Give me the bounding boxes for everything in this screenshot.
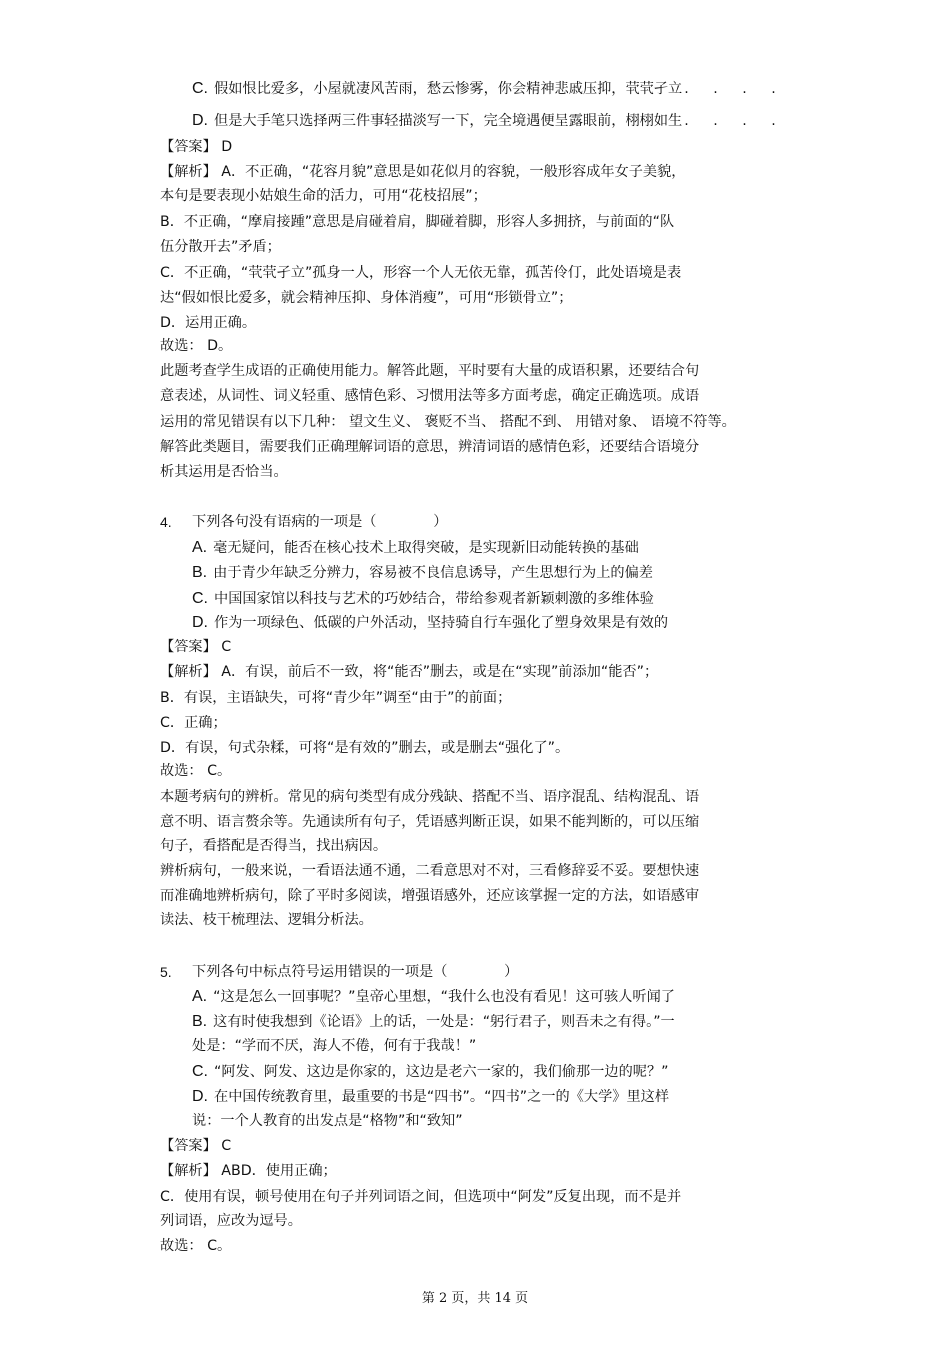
q5-option-b-cont xyxy=(192,1036,476,1056)
q4-analysis-line: 本题考病句的辨析。常见的病句类型有成分残缺、搭配不当、语序混乱、结构混乱、语 xyxy=(160,789,700,805)
q4-option-c xyxy=(192,589,654,609)
q3-answer: 【答案】 D xyxy=(160,139,233,155)
q3-option-c xyxy=(192,79,786,99)
q4-analysis-line: 而准确地辨析病句，除了平时多阅读，增强语感外，还应该掌握一定的方法，如语感审 xyxy=(160,888,700,904)
option-text: 假如恨比爱多，小屋就凄风苦雨，愁云惨雾，你会精神悲戚压抑，茕茕孑立 xyxy=(214,81,683,97)
q4-analysis-line: 读法、枝干梳理法、逻辑分析法。 xyxy=(160,912,373,928)
option-text: 由于青少年缺乏分辨力，容易被不良信息诱导，产生思想行为上的偏差 xyxy=(213,565,653,581)
option-text: 处是：“学而不厌，海人不倦，何有于我哉！” xyxy=(192,1038,477,1054)
option-letter: C. xyxy=(192,1063,208,1080)
option-letter: C. xyxy=(192,80,208,97)
option-text: 在中国传统教育里，最重要的书是“四书”。“四书”之一的《大学》里这样 xyxy=(214,1089,670,1105)
q3-analysis-line: 运用的常见错误有以下几种： 望文生义、 褒贬不当、 搭配不到、 用错对象、 语境不符等。 xyxy=(160,414,736,430)
option-text: 这有时使我想到《论语》上的话，一处是：“躬行君子，则吾未之有得。”一 xyxy=(213,1014,675,1030)
option-letter: A. xyxy=(192,539,208,556)
q4-analysis-line: 意不明、语言赘余等。先通读所有句子，凭语感判断正误，如果不能判断的，可以压缩 xyxy=(160,814,700,830)
q4-number: 4. xyxy=(160,514,172,530)
q4-analysis-line: 故选： C。 xyxy=(160,763,232,779)
q3-analysis-line: 意表述，从词性、词义轻重、感情色彩、习惯用法等多方面考虑，确定正确选项。成语 xyxy=(160,388,700,404)
q3-analysis-line: 【解析】 A．不正确，“花容月貌”意思是如花似月的容貌，一般形容成年女子美貌， xyxy=(160,164,686,180)
q5-analysis-line: C．使用有误，顿号使用在句子并列词语之间，但选项中“阿发”反复出现，而不是并 xyxy=(160,1189,682,1205)
q3-analysis-line: 解答此类题目，需要我们正确理解词语的意思，辨清词语的感情色彩，还要结合语境分 xyxy=(160,439,700,455)
q5-analysis-line: 列词语，应改为逗号。 xyxy=(160,1213,302,1229)
q3-analysis-line: 达“假如恨比爱多，就会精神压抑、身体消瘦”，可用“形锁骨立”； xyxy=(160,290,573,306)
q4-analysis-line: D．有误，句式杂糅，可将“是有效的”删去，或是删去“强化了”。 xyxy=(160,740,570,756)
q5-number: 5. xyxy=(160,964,172,980)
q4-analysis-line: 辨析病句，一般来说，一看语法通不通，二看意思对不对，三看修辞妥不妥。要想快速 xyxy=(160,863,700,879)
q5-option-d xyxy=(192,1087,669,1107)
page-footer: 第 2 页，共 14 页 xyxy=(421,1291,529,1306)
option-letter: B. xyxy=(192,1013,208,1030)
q3-analysis-line: 此题考查学生成语的正确使用能力。解答此题，平时要有大量的成语积累，还要结合句 xyxy=(160,363,700,379)
option-text: “这是怎么一回事呢？”皇帝心里想，“我什么也没有看见！这可骇人听闻了 xyxy=(213,989,675,1005)
q3-analysis-line: 伍分散开去”矛盾； xyxy=(160,239,281,255)
emphasis-dots: . . . . xyxy=(684,81,786,97)
emphasis-dots: . . . . xyxy=(684,113,786,129)
q5-option-a xyxy=(192,987,675,1007)
q5-analysis-line: 【解析】 ABD．使用正确； xyxy=(160,1163,337,1179)
option-text: 毫无疑问，能否在核心技术上取得突破，是实现新旧动能转换的基础 xyxy=(213,540,639,556)
option-letter: D. xyxy=(192,112,208,129)
option-letter: A. xyxy=(192,988,208,1005)
q3-analysis-line: D．运用正确。 xyxy=(160,315,257,331)
q4-analysis-line: B．有误，主语缺失，可将“青少年”调至“由于”的前面； xyxy=(160,690,512,706)
option-text: 但是大手笔只选择两三件事轻描淡写一下，完全境遇便呈露眼前，栩栩如生 xyxy=(214,113,683,129)
option-text: 作为一项绿色、低碳的户外活动，坚持骑自行车强化了塑身效果是有效的 xyxy=(214,615,669,631)
q4-analysis-line: C．正确； xyxy=(160,715,227,731)
option-letter: D. xyxy=(192,1088,208,1105)
option-letter: D. xyxy=(192,614,208,631)
q5-option-d-cont xyxy=(192,1111,463,1131)
option-letter: C. xyxy=(192,590,208,607)
q4-option-d xyxy=(192,613,668,633)
q3-analysis-line: 析其运用是否恰当。 xyxy=(160,464,288,480)
q3-analysis-line: B．不正确，“摩肩接踵”意思是肩碰着肩，脚碰着脚，形容人多拥挤，与前面的“队 xyxy=(160,214,675,230)
option-text: 中国国家馆以科技与艺术的巧妙结合，带给参观者新颖刺激的多维体验 xyxy=(214,591,654,607)
q3-analysis-line: 本句是要表现小姑娘生命的活力，可用“花枝招展”； xyxy=(160,188,487,204)
q5-question: 下列各句中标点符号运用错误的一项是（ ） xyxy=(192,964,519,980)
option-text: 说：一个人教育的出发点是“格物”和“致知” xyxy=(192,1113,463,1129)
q4-question: 下列各句没有语病的一项是（ ） xyxy=(192,514,448,530)
q5-option-c xyxy=(192,1062,669,1082)
q3-analysis-line: 故选： D。 xyxy=(160,338,233,354)
q4-option-b xyxy=(192,563,653,583)
option-letter: B. xyxy=(192,564,208,581)
q5-answer: 【答案】 C xyxy=(160,1138,232,1154)
q3-option-d xyxy=(192,111,786,131)
q4-option-a xyxy=(192,538,639,558)
q5-analysis-line: 故选： C。 xyxy=(160,1238,232,1254)
option-text: “阿发、阿发、这边是你家的，这边是老六一家的，我们偷那一边的呢？” xyxy=(214,1064,669,1080)
q4-analysis-line: 句子，看搭配是否得当，找出病因。 xyxy=(160,838,388,854)
q4-analysis-line: 【解析】 A．有误，前后不一致，将“能否”删去，或是在“实现”前添加“能否”； xyxy=(160,664,659,680)
q4-answer: 【答案】 C xyxy=(160,639,232,655)
q3-analysis-line: C．不正确，“茕茕孑立”孤身一人，形容一个人无依无靠，孤苦伶仃，此处语境是表 xyxy=(160,265,682,281)
q5-option-b xyxy=(192,1012,675,1032)
